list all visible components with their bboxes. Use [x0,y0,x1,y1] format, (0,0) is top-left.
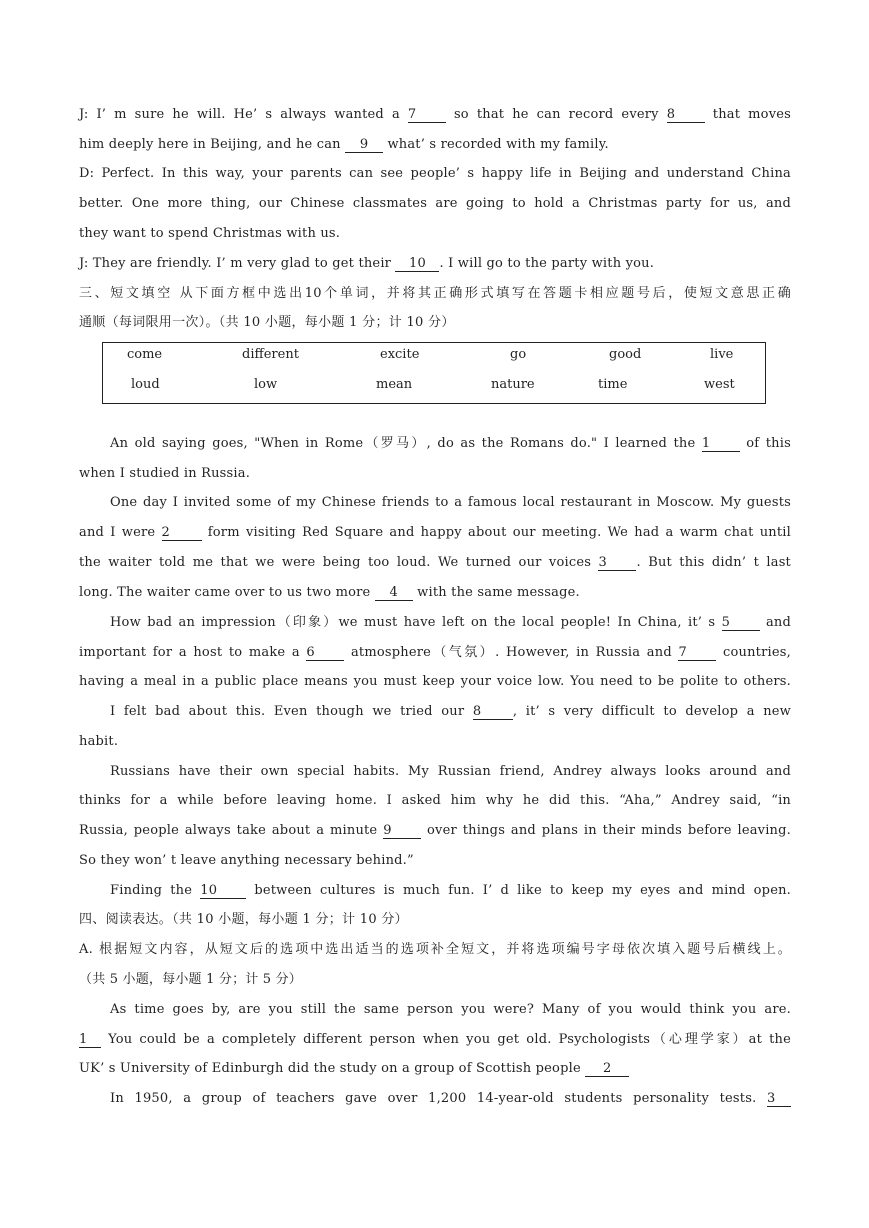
answer-blank: 9 [383,823,421,839]
passage-line: So they won’ t leave anything necessary behind.” [79,853,414,868]
word-bank-box [102,342,766,404]
passage-line [110,435,791,453]
passage-line: when I studied in Russia. [79,466,251,481]
answer-blank: 3 [767,1091,791,1107]
text: long. The waiter came over to us two more [79,585,371,600]
text: so that he can record every [453,107,659,122]
text: with the same message. [417,585,580,600]
answer-blank: 6 [306,645,344,661]
answer-blank: 7 [678,645,716,661]
dialogue-line [79,106,791,124]
passage-line [110,614,791,632]
text: and I were [79,525,156,540]
text: , it’ s very difficult to develop a new [512,704,791,719]
text: I felt bad about this. Even though we tried our [110,704,465,719]
text: UK’ s University of Edinburgh did the study on a group of Scottish people [79,1061,581,1076]
answer-blank: 1 [702,436,740,452]
passage-line [110,882,791,900]
answer-blank: 2 [162,525,202,541]
answer-blank: 7 [408,107,446,123]
text: J: They are friendly. I’ m very glad to get their [79,256,392,271]
passage-line: Russians have their own special habits. My Russian friend, Andrey always looks around and [110,764,791,779]
word-bank-item: west [704,377,735,392]
answer-blank: 8 [473,704,513,720]
text: atmosphere（气氛）. However, in Russia and [350,645,672,660]
text: How bad an impression（印象）we must have left on the local people! In China, it’ s [110,615,716,630]
answer-blank: 10 [200,883,246,899]
word-bank-item: mean [376,377,413,392]
text: and [765,615,792,630]
passage-line [79,1031,791,1049]
passage-line [110,1090,791,1108]
text: . I will go to the party with you. [439,256,655,271]
passage-line [79,644,791,662]
passage-line: As time goes by, are you still the same person you were? Many of you would think you are. [110,1002,791,1017]
word-bank-item: low [254,377,278,392]
text: important for a host to make a [79,645,300,660]
text: Russia, people always take about a minute [79,823,378,838]
dialogue-line: better. One more thing, our Chinese classmates are going to hold a Christmas party for us, and [79,196,791,211]
word-bank-item: come [127,347,163,362]
passage-line [79,584,791,602]
passage-line: One day I invited some of my Chinese friends to a famous local restaurant in Moscow. My guests [110,495,791,510]
answer-blank: 8 [667,107,705,123]
instruction-line: （共 5 小题，每小题 1 分；计 5 分） [79,972,303,987]
answer-blank: 3 [598,555,636,571]
text: countries, [723,645,791,660]
word-bank-item: good [609,347,642,362]
text: of this [746,436,791,451]
word-bank-item: nature [491,377,535,392]
answer-blank: 2 [585,1061,629,1077]
passage-line [79,822,791,840]
text: what’ s recorded with my family. [387,137,609,152]
text: form visiting Red Square and happy about our meeting. We had a warm chat until [207,525,792,540]
text: him deeply here in Beijing, and he can [79,137,341,152]
word-bank-item: loud [131,377,160,392]
dialogue-line [79,255,791,273]
passage-line: thinks for a while before leaving home. I asked him why he did this. “Aha,” Andrey said, “in [79,793,791,808]
word-bank-item: go [510,347,527,362]
section-heading: 四、阅读表达。（共 10 小题，每小题 1 分；计 10 分） [79,912,408,927]
passage-line: habit. [79,734,119,749]
word-bank-item: time [598,377,628,392]
text: An old saying goes, "When in Rome（罗马）, do as the Romans do." I learned the [110,436,696,451]
text: that moves [712,107,792,122]
answer-blank: 4 [375,585,413,601]
dialogue-line: they want to spend Christmas with us. [79,226,341,241]
dialogue-line [79,136,791,154]
passage-line [79,554,791,572]
answer-blank: 9 [345,137,383,153]
section-heading: 三、短文填空 从下面方框中选出10个单词，并将其正确形式填写在答题卡相应题号后，使短文意思正确 [79,286,791,301]
text: Finding the [110,883,193,898]
text: . But this didn’ t last [636,555,791,570]
word-bank-item: live [710,347,734,362]
answer-blank: 1 [79,1032,101,1048]
text: J: I’ m sure he will. He’ s always wanted a [79,107,400,122]
word-bank-item: excite [380,347,420,362]
instruction-line: A. 根据短文内容，从短文后的选项中选出适当的选项补全短文，并将选项编号字母依次填入题号后横线上。 [79,942,791,957]
section-heading: 通顺（每词限用一次）。（共 10 小题，每小题 1 分；计 10 分） [79,315,455,330]
text: the waiter told me that we were being too loud. We turned our voices [79,555,592,570]
passage-line [79,1060,791,1078]
text: between cultures is much fun. I’ d like to keep my eyes and mind open. [254,883,791,898]
passage-line [79,524,791,542]
answer-blank: 5 [722,615,760,631]
text: over things and plans in their minds before leaving. [427,823,791,838]
text: You could be a completely different person when you get old. Psychologists（心理学家）at the [108,1032,791,1047]
text: In 1950, a group of teachers gave over 1,200 14-year-old students personality tests. [110,1091,757,1106]
passage-line [110,703,791,721]
passage-line: having a meal in a public place means you must keep your voice low. You need to be polite to others. [79,674,791,689]
word-bank-item: different [242,347,299,362]
dialogue-line: D: Perfect. In this way, your parents can see people’ s happy life in Beijing and understand China [79,166,791,181]
answer-blank: 10 [395,256,439,272]
